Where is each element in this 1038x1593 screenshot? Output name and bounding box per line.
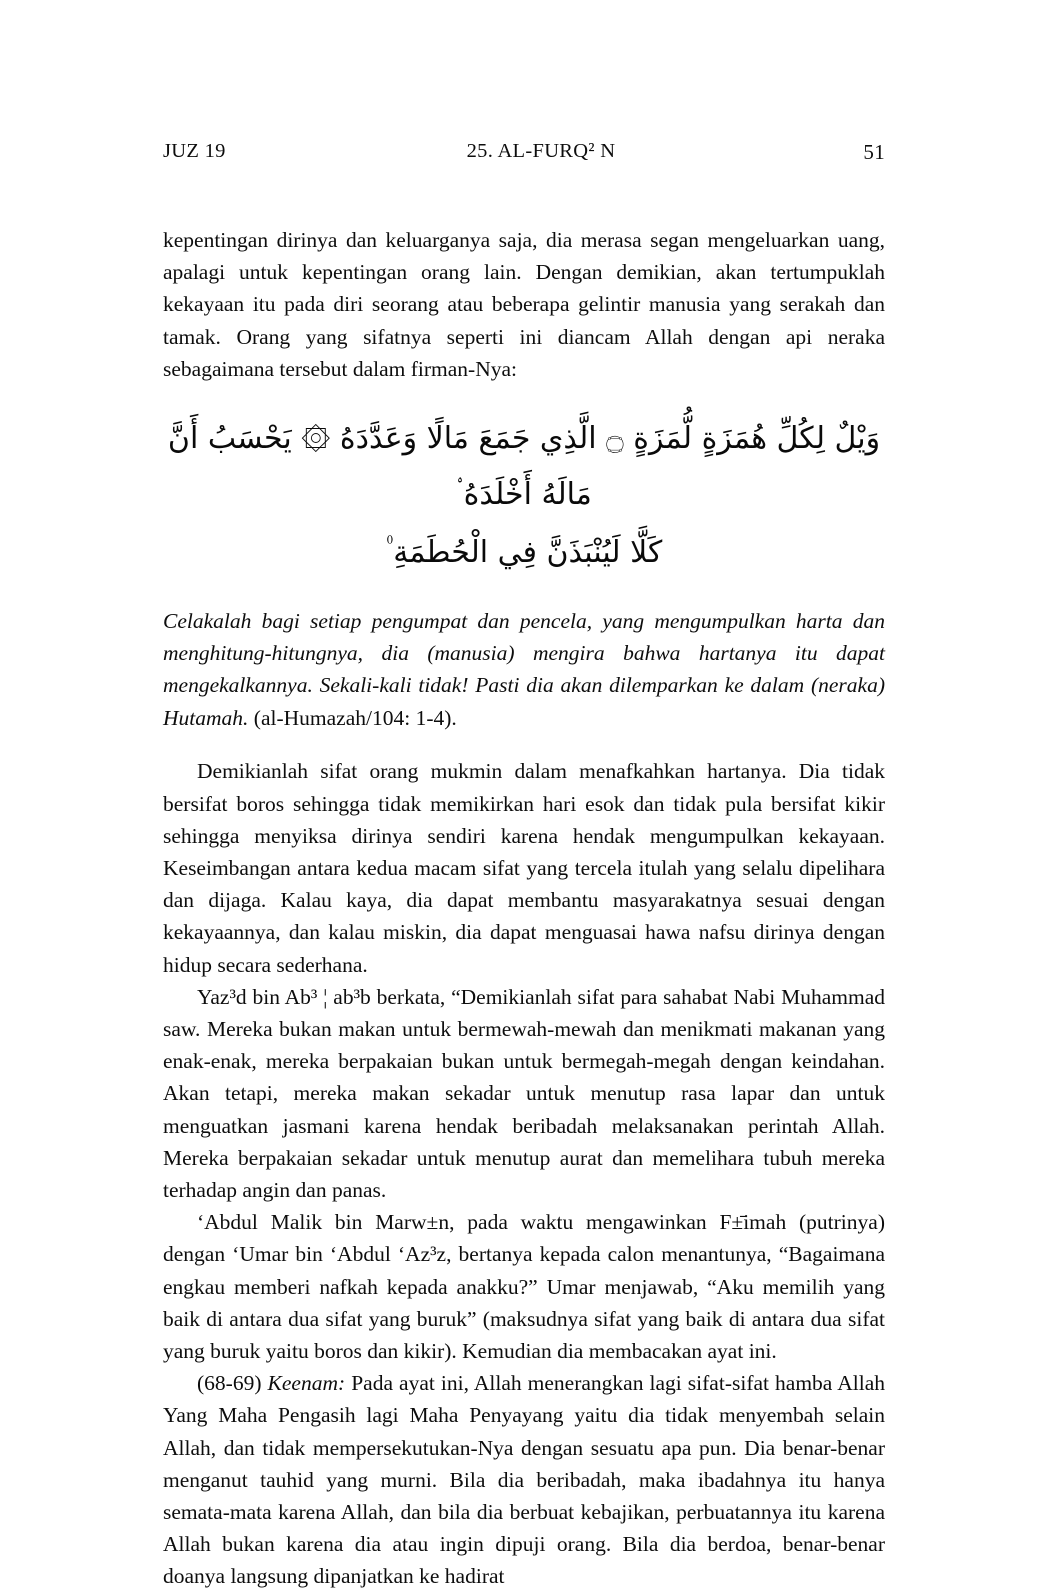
verse-range-label: (68-69)	[197, 1371, 268, 1396]
translation-text: Celakalah bagi setiap pengumpat dan pencela, yang mengumpulkan harta dan menghitung-hitungnya, dia (manusia) mengira bahwa hartanya itu dapat mengekalkannya. Sekali-kali tidak! Pasti dia akan dilemparkan ke dalam (neraka) Hutamah.	[163, 609, 885, 730]
body-text	[163, 224, 885, 1593]
verse-translation	[163, 605, 885, 734]
translation-source: (al-Humazah/104: 1-4).	[253, 705, 457, 730]
page-number: 51	[863, 140, 885, 164]
paragraph-2: Demikianlah sifat orang mukmin dalam menafkahkan hartanya. Dia tidak bersifat boros sehingga tidak memikirkan hari esok dan tidak pula bersifat kikir sehingga menyiksa dirinya sendiri karena hendak mengumpulkan kekayaan. Keseimbangan antara kedua macam sifat yang tercela itulah yang selalu dipelihara dan dijaga. Kalau kaya, dia dapat membantu masyarakatnya sesuai dengan kekayaannya, dan kalau miskin, dia dapat menguasai hawa nafsu dirinya dengan hidup secara sederhana.	[163, 759, 885, 977]
paragraph-4: ‘Abdul Malik bin Marw±n, pada waktu mengawinkan F±̄imah (putrinya) dengan ‘Umar bin ‘Abdul ‘Az³z, bertanya kepada calon menantunya, “Bagaimana engkau memberi nafkah kepada anakku?” Umar menjawab, “Aku memilih yang baik di antara dua sifat yang buruk” (maksudnya sifat yang baik di antara dua sifat yang buruk yaitu boros dan kikir). Kemudian dia membacakan ayat ini.	[163, 1210, 885, 1363]
paragraph-5-text: Pada ayat ini, Allah menerangkan lagi sifat-sifat hamba Allah Yang Maha Pengasih lagi Maha Penyayang yaitu dia tidak menyembah selain Allah, dan tidak mempersekutukan-Nya dengan sesuatu apa pun. Dia benar-benar menganut tauhid yang murni. Bila dia beribadah, maka ibadahnya itu hanya semata-mata karena Allah, dan bila dia berbuat kebajikan, perbuatannya itu karena Allah bukan karena dia atau ingin dipuji orang. Bila dia berdoa, benar-benar doanya langsung dipanjatkan ke hadirat	[163, 1371, 885, 1589]
running-head	[163, 140, 885, 174]
paragraph-1: kepentingan dirinya dan keluarganya saja, dia merasa segan mengeluarkan uang, apalagi untuk kepentingan orang lain. Dengan demikian, akan tertumpuklah kekayaan itu pada diri seorang atau beberapa gelintir manusia yang serakah dan tamak. Orang yang sifatnya seperti ini diancam Allah dengan api neraka sebagaimana tersebut dalam firman-Nya:	[163, 228, 885, 381]
arabic-verse-line-2: كَلَّا لَيُنْبَذَنَّ فِي الْحُطَمَةِ ۠	[385, 535, 663, 571]
section-keyword: Keenam:	[267, 1371, 346, 1396]
page-content	[163, 140, 885, 1593]
arabic-verse-line-1: وَيْلٌ لِكُلِّ هُمَزَةٍ لُّمَزَةٍ ۝ الَّذِي جَمَعَ مَالًا وَعَدَّدَهُ ۞ يَحْسَبُ أَنَّ مَالَهُ أَخْلَدَهُ ۟	[167, 421, 881, 513]
arabic-verse-block	[163, 411, 885, 581]
paragraph-3: Yaz³d bin Ab³ ¦ ab³b berkata, “Demikianlah sifat para sahabat Nabi Muhammad saw. Mereka bukan makan untuk bermewah-mewah dan menikmati makanan yang enak-enak, mereka berpakaian bukan untuk bermegah-megah dengan keindahan. Akan tetapi, mereka makan sekadar untuk menutup rasa lapar dan untuk menguatkan jasmani karena hendak beribadah melaksanakan perintah Allah. Mereka berpakaian sekadar untuk menutup aurat dan memelihara tubuh mereka terhadap angin dan panas.	[163, 984, 885, 1202]
juz-label: JUZ 19	[163, 140, 226, 162]
paragraph-5	[163, 1367, 885, 1592]
surah-title: 25. AL-FURQ² N	[466, 140, 616, 162]
